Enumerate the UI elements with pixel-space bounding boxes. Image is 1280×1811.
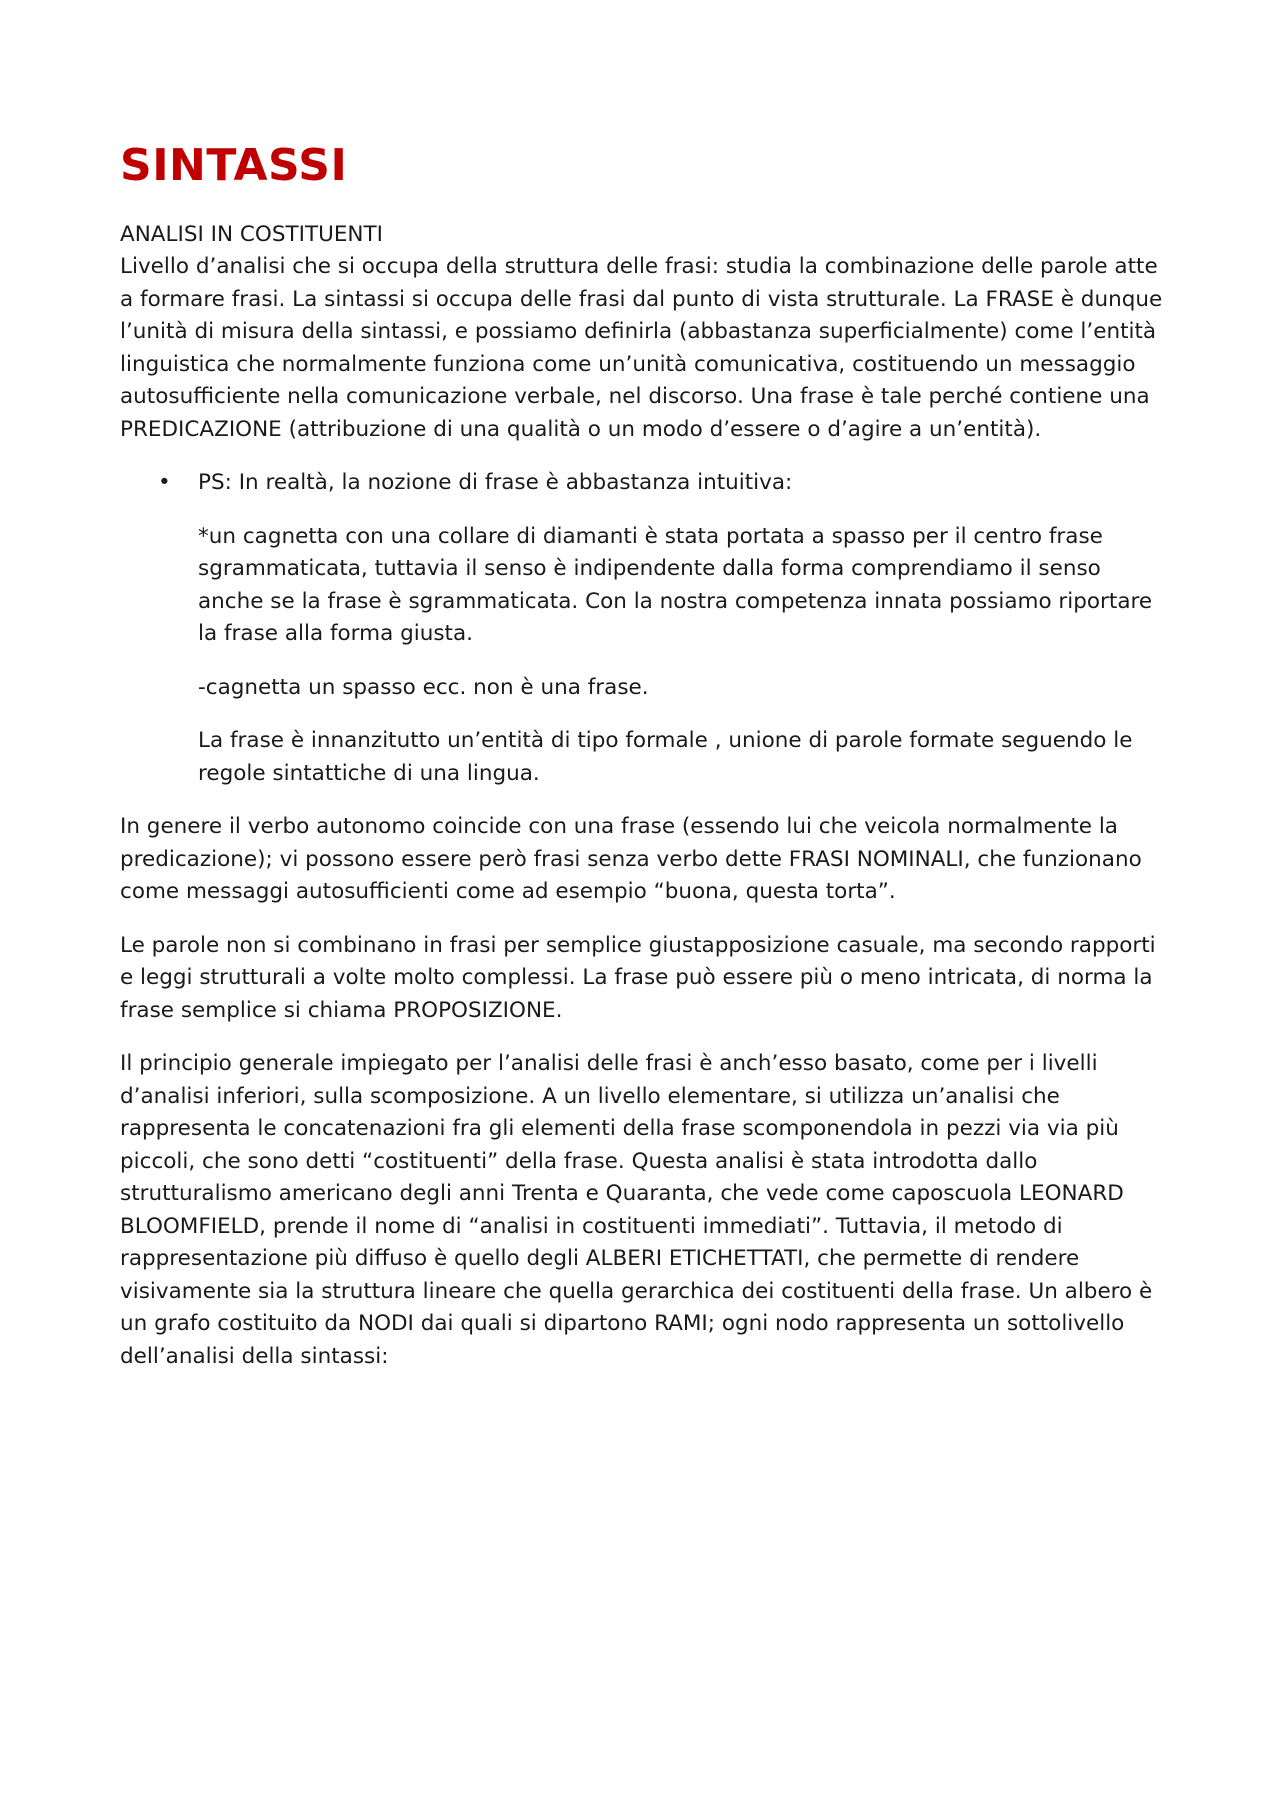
intro-paragraph: Livello d’analisi che si occupa della struttura delle frasi: studia la combinazione delle parole atte a formare frasi. La sintassi si occupa delle frasi dal punto di vista strutturale. La FRASE è dunque l’unità di misura della sintassi, e possiamo definirla (abbastanza superficialmente) come l’entità linguistica che normalmente funziona come un’unità comunicativa, costituendo un messaggio autosufficiente nella comunicazione verbale, nel discorso. Una frase è tale perché contiene una PREDICAZIONE (attribuzione di una qualità o un modo d’essere o d’agire a un’entità). (120, 254, 1163, 442)
paragraph-proposizione: Le parole non si combinano in frasi per semplice giustapposizione casuale, ma secondo rapporti e leggi strutturali a volte molto complessi. La frase può essere più o meno intricata, di norma la frase semplice si chiama PROPOSIZIONE. (120, 932, 1156, 1023)
paragraph-frasi-nominali: In genere il verbo autonomo coincide con una frase (essendo lui che veicola normalmente la predicazione); vi possono essere però frasi senza verbo dette FRASI NOMINALI, che funzionano come messaggi autosufficienti come ad esempio “buona, questa torta”. (120, 814, 1142, 905)
document-title: SINTASSI (120, 140, 348, 191)
indented-paragraph-example: *un cagnetta con una collare di diamanti è stata portata a spasso per il centro frase sgrammaticata, tuttavia il senso è indipendente dalla forma comprendiamo il senso anche se la frase è sgrammaticata. Con la nostra competenza innata possiamo riportare la frase alla forma giusta. (198, 523, 1153, 647)
bullet-item (120, 467, 1170, 500)
bullet-text: PS: In realtà, la nozione di frase è abbastanza intuitiva: (198, 470, 793, 496)
indented-paragraph-definition: La frase è innanzitutto un’entità di tipo formale , unione di parole formate seguendo le regole sintattiche di una lingua. (198, 728, 1133, 786)
paragraph-alberi-etichettati: Il principio generale impiegato per l’analisi delle frasi è anch’esso basato, come per i livelli d’analisi inferiori, sulla scomposizione. A un livello elementare, si utilizza un’analisi che rappresenta le concatenazioni fra gli elementi della frase scomponendola in pezzi via via più piccoli, che sono detti “costituenti” della frase. Questa analisi è stata introdotta dallo strutturalismo americano degli anni Trenta e Quaranta, che vede come caposcuola LEONARD BLOOMFIELD, prende il nome di “analisi in costituenti immediati”. Tuttavia, il metodo di rappresentazione più diffuso è quello degli ALBERI ETICHETTATI, che permette di rendere visivamente sia la struttura lineare che quella gerarchica dei costituenti della frase. Un albero è un grafo costituito da NODI dai quali si dipartono RAMI; ogni nodo rappresenta un sottolivello dell’analisi della sintassi: (120, 1051, 1153, 1369)
document-page (120, 140, 1170, 1373)
indented-paragraph-counterexample: -cagnetta un spasso ecc. non è una frase. (198, 674, 649, 700)
bullet-marker: • (158, 470, 171, 496)
section-heading: ANALISI IN COSTITUENTI (120, 221, 383, 247)
